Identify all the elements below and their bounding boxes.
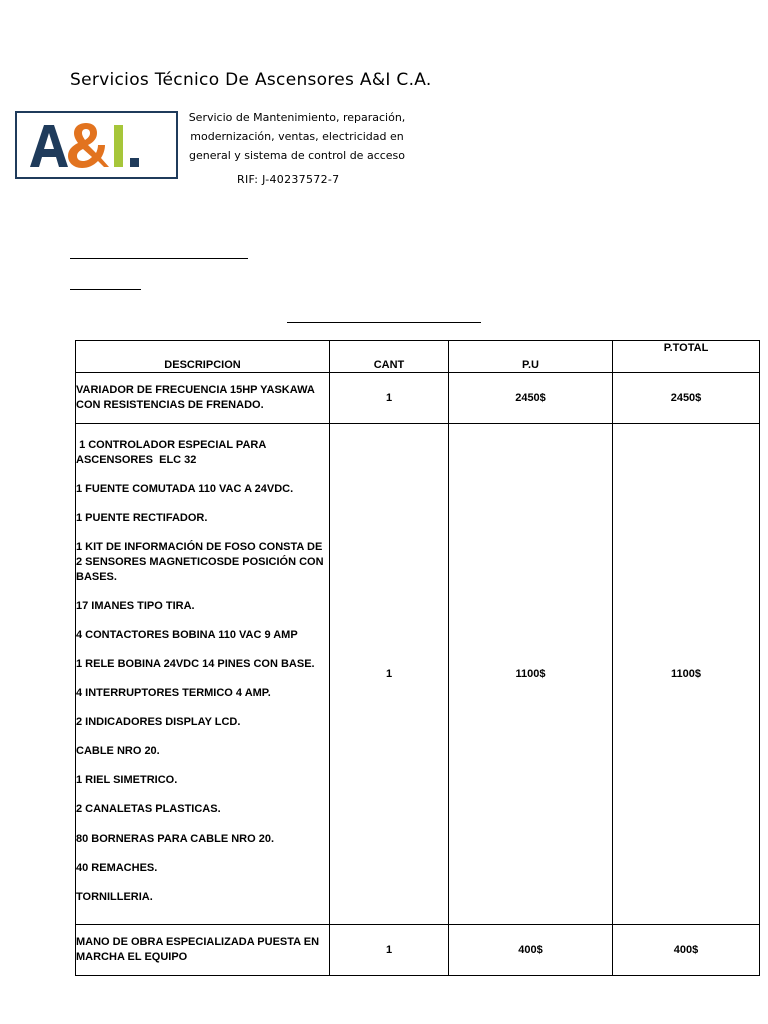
list-item: CABLE NRO 20. xyxy=(76,745,160,758)
list-item: 80 BORNERAS PARA CABLE NRO 20. xyxy=(76,832,275,845)
description-line: MARCHA EL EQUIPO xyxy=(76,951,188,963)
table-row xyxy=(76,925,760,976)
list-item: 4 INTERRUPTORES TERMICO 4 AMP. xyxy=(76,687,271,700)
header-description: DESCRIPCION xyxy=(76,341,330,373)
company-logo xyxy=(15,111,178,179)
list-item: 1 KIT DE INFORMACIÓN DE FOSO CONSTA DE 2 SENSORES MAGNETICOSDE POSICIÓN CON BASES. xyxy=(76,541,324,583)
logo-ampersand xyxy=(68,123,109,168)
blank-line-name xyxy=(70,258,248,259)
logo-letter-i xyxy=(114,125,123,167)
logo-image xyxy=(22,115,172,175)
blank-line-title xyxy=(287,322,481,323)
row-quantity: 1 xyxy=(330,373,449,424)
row-description xyxy=(76,424,330,925)
list-item: TORNILLERIA. xyxy=(76,890,153,903)
list-item: 2 CANALETAS PLASTICAS. xyxy=(76,803,221,816)
table-row xyxy=(76,373,760,424)
blank-line-date xyxy=(70,289,141,290)
row-unit-price: 2450$ xyxy=(449,373,613,424)
company-name: Servicios Técnico De Ascensores A&I C.A. xyxy=(70,70,432,90)
table-row xyxy=(76,424,760,925)
list-item: 1 RELE BOBINA 24VDC 14 PINES CON BASE. xyxy=(76,657,315,670)
row-unit-price: 1100$ xyxy=(449,424,613,925)
row-quantity: 1 xyxy=(330,424,449,925)
item-list xyxy=(76,438,329,905)
header-unit-price: P.U xyxy=(449,341,613,373)
row-quantity: 1 xyxy=(330,925,449,976)
rif-number: RIF: J-40237572-7 xyxy=(237,173,340,186)
list-item: 1 FUENTE COMUTADA 110 VAC A 24VDC. xyxy=(76,482,294,495)
services-line: modernización, ventas, electricidad en xyxy=(190,130,404,143)
row-unit-price: 400$ xyxy=(449,925,613,976)
list-item: 1 CONTROLADOR ESPECIAL PARA ASCENSORES ELC 32 xyxy=(76,439,269,466)
row-description xyxy=(76,925,330,976)
row-total-price: 1100$ xyxy=(613,424,760,925)
services-line: general y sistema de control de acceso xyxy=(188,149,406,162)
table-header-row xyxy=(76,341,760,373)
logo-dot xyxy=(130,158,139,167)
row-total-price: 400$ xyxy=(613,925,760,976)
list-item: 1 PUENTE RECTIFADOR. xyxy=(76,511,208,524)
row-total-price: 2450$ xyxy=(613,373,760,424)
list-item: 1 RIEL SIMETRICO. xyxy=(76,774,178,787)
services-line: Servicio de Mantenimiento, reparación, xyxy=(188,111,406,124)
list-item: 2 INDICADORES DISPLAY LCD. xyxy=(76,716,241,729)
description-line: MANO DE OBRA ESPECIALIZADA PUESTA EN xyxy=(76,936,320,948)
list-item: 40 REMACHES. xyxy=(76,861,158,874)
quote-table xyxy=(75,340,760,976)
header-total-price: P.TOTAL xyxy=(613,341,760,373)
description-line: CON RESISTENCIAS DE FRENADO. xyxy=(76,399,264,411)
services-description xyxy=(184,108,410,165)
header-quantity: CANT xyxy=(330,341,449,373)
list-item: 4 CONTACTORES BOBINA 110 VAC 9 AMP xyxy=(76,628,298,641)
logo-letter-a xyxy=(30,125,68,167)
description-line: VARIADOR DE FRECUENCIA 15HP YASKAWA xyxy=(76,384,315,396)
list-item: 17 IMANES TIPO TIRA. xyxy=(76,599,195,612)
row-description xyxy=(76,373,330,424)
